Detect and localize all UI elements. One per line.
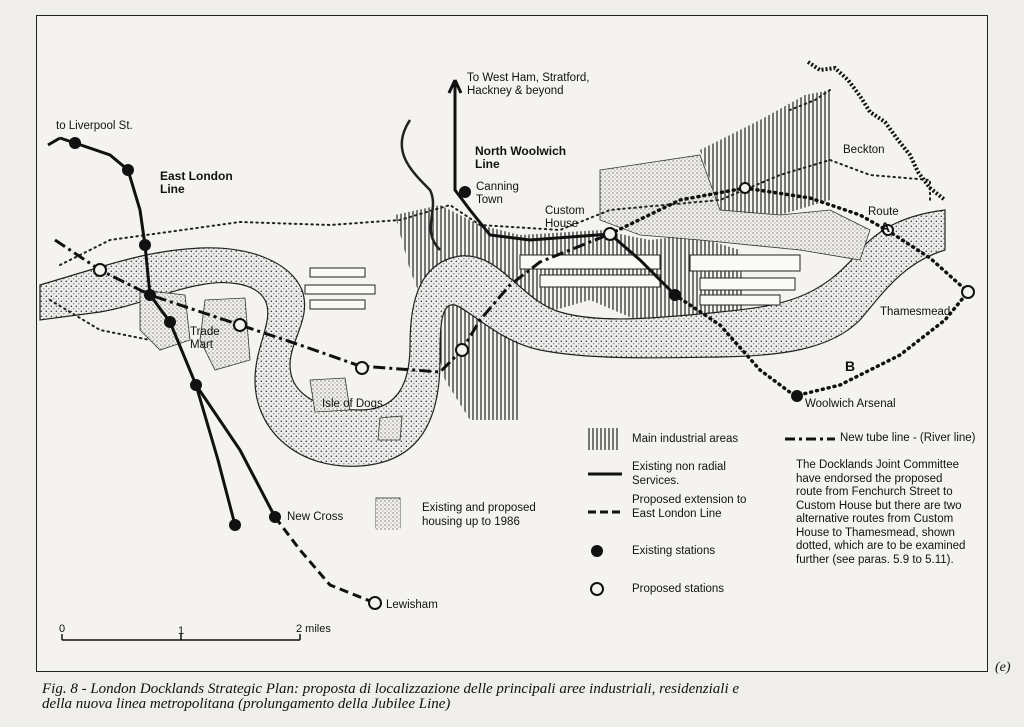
scale-label-zero: 0 <box>59 623 66 635</box>
legend-existing-stations: Existing stations <box>632 545 716 557</box>
legend-tube-note: The Docklands Joint Committee have endorsed the proposed route from Fenchurch Street to Custom House but there are two alternative routes from Custom House to Thamesmead, shown dotted, which are to be examined further (see paras. 5.9 to 5.11). <box>796 459 966 566</box>
label-new-cross: New Cross <box>287 511 344 523</box>
east-london-extension <box>275 517 375 603</box>
label-east-london-line: East London Line <box>160 169 233 196</box>
label-route-b: B <box>845 358 856 374</box>
legend-housing: Existing and proposed housing up to 1986 <box>422 502 536 528</box>
label-beckton: Beckton <box>843 144 885 156</box>
scale-label-two: 2 miles <box>296 623 331 635</box>
legend-extension: Proposed extension to East London Line <box>632 494 747 520</box>
label-custom-house: Custom House <box>545 205 585 230</box>
label-isle-of-dogs: Isle of Dogs <box>322 398 383 410</box>
label-route: Route <box>868 206 899 218</box>
label-woolwich-arsenal: Woolwich Arsenal <box>805 398 896 410</box>
legend-proposed-stations: Proposed stations <box>632 583 725 595</box>
label-trade-mart: Trade Mart <box>190 326 220 351</box>
caption-line-1: Fig. 8 - London Docklands Strategic Plan: proposta di localizzazione delle principali aree industriali, residenziali e <box>42 681 740 697</box>
legend-tube-title: New tube line - (River line) <box>840 432 976 444</box>
figure-caption <box>42 682 982 712</box>
legend-industrial: Main industrial areas <box>632 433 739 445</box>
scale-label-one: 1 <box>178 625 185 637</box>
label-north-woolwich: North Woolwich Line <box>475 144 567 171</box>
label-thamesmead: Thamesmead <box>880 306 951 318</box>
legend-non-radial: Existing non radial Services. <box>632 461 726 487</box>
label-liverpool: to Liverpool St. <box>56 120 133 132</box>
panel-letter: (e) <box>995 660 1011 675</box>
label-route-a: A <box>880 219 891 235</box>
label-lewisham: Lewisham <box>386 599 438 611</box>
caption-line-2: della nuova linea metropolitana (prolungamento della Jubilee Line) <box>42 696 451 712</box>
label-canning-town: Canning Town <box>476 181 519 206</box>
label-west-ham: To West Ham, Stratford, Hackney & beyond <box>467 72 590 97</box>
